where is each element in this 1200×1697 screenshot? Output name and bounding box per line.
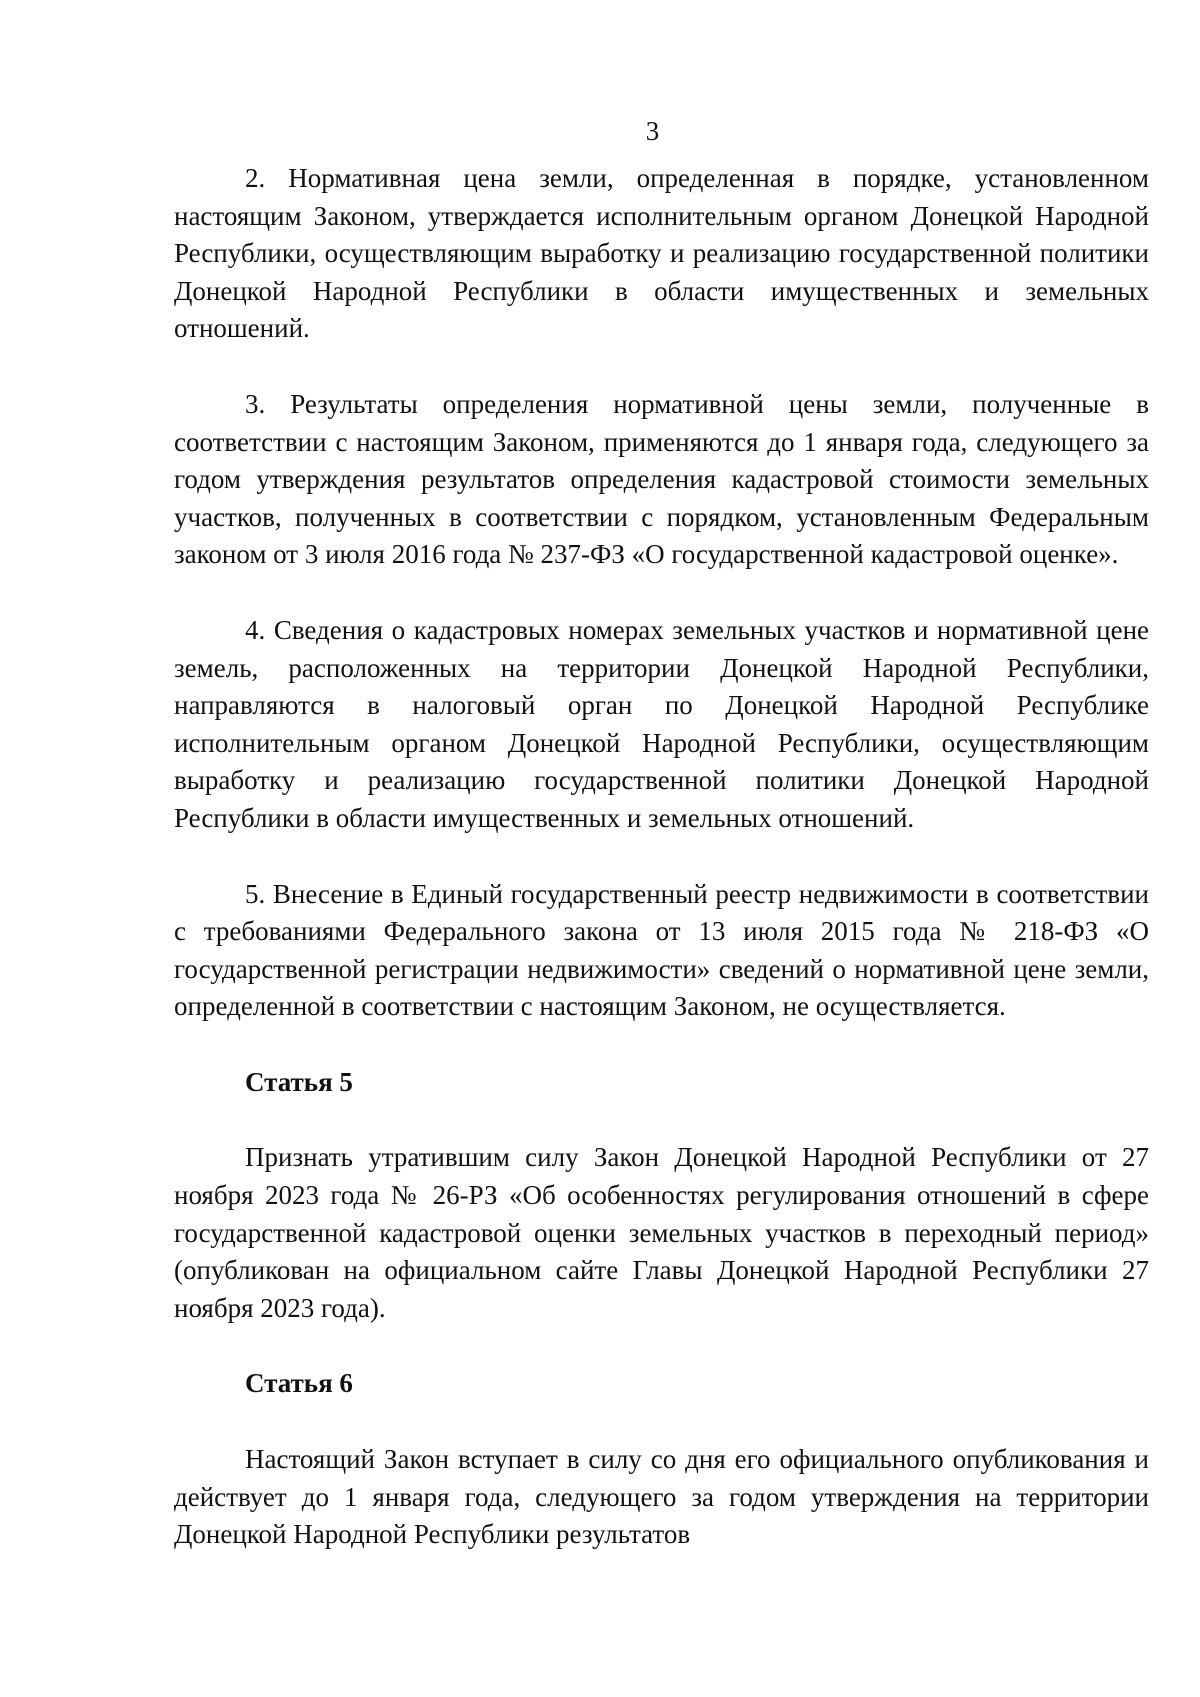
article-5-text: Признать утратившим силу Закон Донецкой Народной Республики от 27 ноября 2023 года № 26-РЗ «Об особенностях регулирования отношений в сфере государственной кадастровой оценки земельных участков в переходный период» (опубликован на официальном сайте Главы Донецкой Народной Республики 27 ноября 2023 года).: [174, 1142, 1149, 1323]
article-6-heading: Статья 6: [245, 1368, 353, 1399]
paragraph-4: 4. Сведения о кадастровых номерах земельных участков и нормативной цене земель, расположенных на территории Донецкой Народной Республики, направляются в налоговый орган по Донецкой Народной Республике исполнительным органом Донецкой Народной Республики, осуществляющим выработку и реализацию государственной политики Донецкой Народной Республики в области имущественных и земельных отношений.: [174, 614, 1149, 833]
page-number: 3: [645, 116, 660, 146]
article-5-heading: Статья 5: [245, 1066, 353, 1097]
document-body: [174, 160, 1149, 1554]
paragraph-2: 2. Нормативная цена земли, определенная в порядке, установленном настоящим Законом, утверждается исполнительным органом Донецкой Народной Республики, осуществляющим выработку и реализацию государственной политики Донецкой Народной Республики в области имущественных и земельных отношений.: [174, 163, 1149, 344]
paragraph-3: 3. Результаты определения нормативной цены земли, полученные в соответствии с настоящим Законом, применяются до 1 января года, следующего за годом утверждения результатов определения кадастровой стоимости земельных участков, полученных в соответствии с порядком, установленным Федеральным законом от 3 июля 2016 года № 237-ФЗ «О государственной кадастровой оценке».: [174, 388, 1149, 570]
paragraph-5: 5. Внесение в Единый государственный реестр недвижимости в соответствии с требованиями Федерального закона от 13 июля 2015 года № 218-ФЗ «О государственной регистрации недвижимости» сведений о нормативной цене земли, определенной в соответствии с настоящим Законом, не осуществляется.: [174, 878, 1149, 1022]
article-6-text: Настоящий Закон вступает в силу со дня его официального опубликования и действует до 1 января года, следующего за годом утверждения на территории Донецкой Народной Республики результатов: [174, 1444, 1149, 1550]
